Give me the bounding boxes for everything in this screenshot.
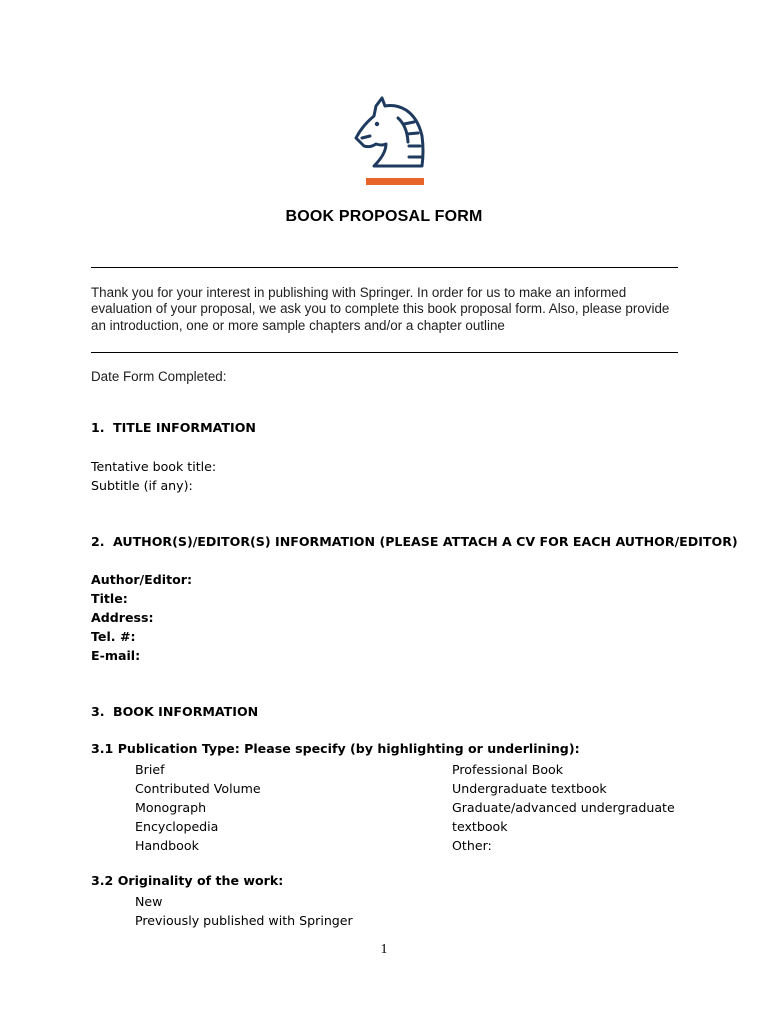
originality-new[interactable]: New — [135, 894, 163, 909]
section-2-heading: AUTHOR(S)/EDITOR(S) INFORMATION (PLEASE ATTACH A CV FOR EACH AUTHOR/EDITOR) — [113, 534, 738, 549]
section-1-heading: TITLE INFORMATION — [113, 420, 256, 435]
section-3-heading: BOOK INFORMATION — [113, 704, 259, 719]
publication-type-left-column — [135, 760, 261, 855]
subtitle-label: Subtitle (if any): — [91, 478, 193, 493]
pub-type-monograph[interactable]: Monograph — [135, 800, 207, 815]
section-3-number: 3. — [91, 704, 105, 719]
pub-type-graduate-textbook-cont[interactable]: textbook — [452, 819, 508, 834]
publication-type-right-column — [452, 760, 675, 855]
pub-type-contributed-volume[interactable]: Contributed Volume — [135, 781, 261, 796]
originality-previously-published[interactable]: Previously published with Springer — [135, 913, 353, 928]
author-editor-label: Author/Editor: — [91, 572, 193, 587]
originality-options — [135, 892, 353, 930]
divider-bottom — [91, 352, 678, 353]
address-label: Address: — [91, 610, 154, 625]
form-title: BOOK PROPOSAL FORM — [285, 208, 483, 225]
telephone-label: Tel. #: — [91, 629, 136, 644]
tentative-title-label: Tentative book title: — [91, 459, 217, 474]
section-2-number: 2. — [91, 534, 105, 549]
originality-label: 3.2 Originality of the work: — [91, 873, 284, 888]
springer-knight-logo-icon — [352, 96, 428, 188]
pub-type-other[interactable]: Other: — [452, 838, 492, 853]
pub-type-brief[interactable]: Brief — [135, 762, 165, 777]
pub-type-undergraduate-textbook[interactable]: Undergraduate textbook — [452, 781, 607, 796]
author-title-label: Title: — [91, 591, 128, 606]
pub-type-handbook[interactable]: Handbook — [135, 838, 199, 853]
pub-type-professional-book[interactable]: Professional Book — [452, 762, 564, 777]
title-info-fields — [91, 457, 216, 495]
pub-type-encyclopedia[interactable]: Encyclopedia — [135, 819, 219, 834]
pub-type-graduate-textbook[interactable]: Graduate/advanced undergraduate — [452, 800, 675, 815]
section-1-number: 1. — [91, 420, 105, 435]
author-info-fields — [91, 570, 192, 665]
publication-type-label: 3.1 Publication Type: Please specify (by highlighting or underlining): — [91, 741, 580, 756]
intro-paragraph: Thank you for your interest in publishing with Springer. In order for us to make an informed evaluation of your proposal, we ask you to complete this book proposal form. Also, please provide an introduction, one or more sample chapters and/or a chapter outline — [91, 285, 670, 333]
divider-top — [91, 267, 678, 268]
date-completed-label: Date Form Completed: — [91, 369, 227, 384]
page-number: 1 — [380, 942, 388, 957]
email-label: E-mail: — [91, 648, 141, 663]
